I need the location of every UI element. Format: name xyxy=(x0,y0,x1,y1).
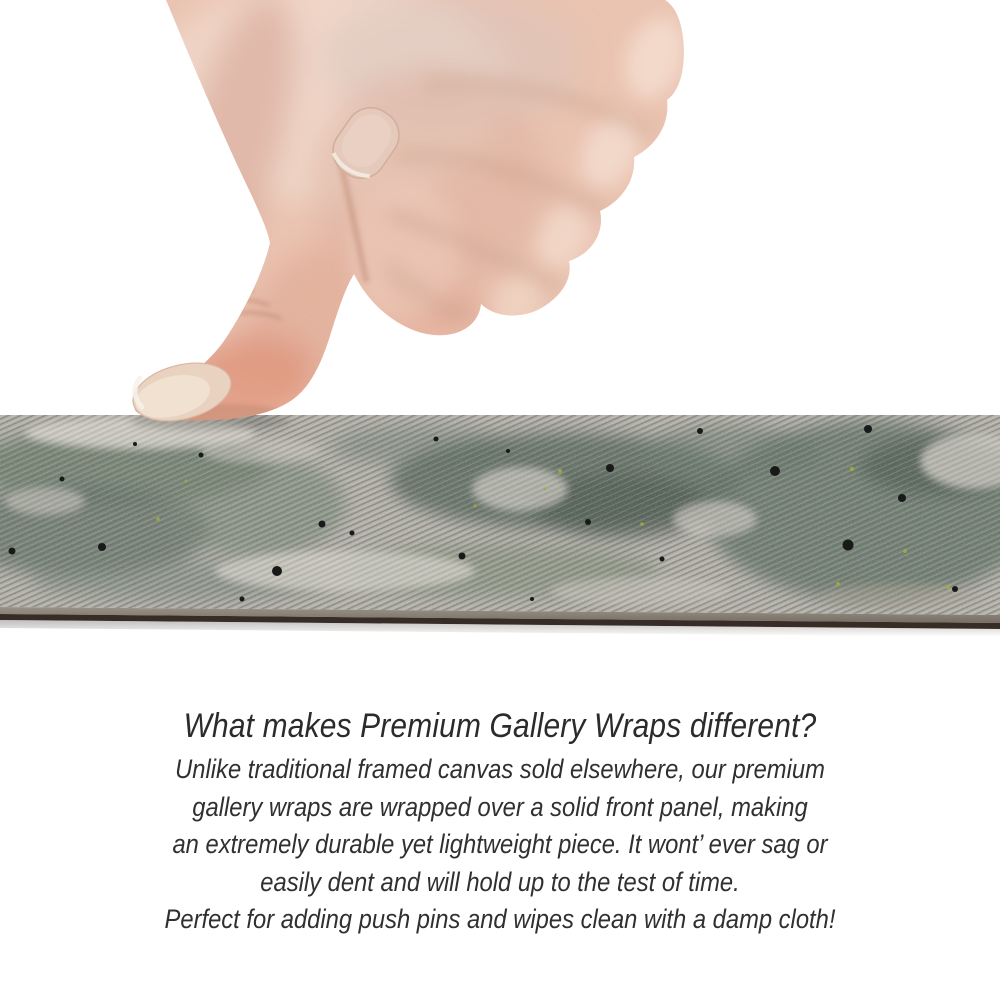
body-line-3: an extremely durable yet lightweight piece. It wont’ ever sag or xyxy=(172,829,828,859)
body-line-4: easily dent and will hold up to the test of time. xyxy=(260,866,740,897)
body-line-2: gallery wraps are wrapped over a solid front panel, making xyxy=(192,791,808,822)
body-line-5: Perfect for adding push pins and wipes clean with a damp cloth! xyxy=(164,904,836,934)
info-text-block xyxy=(60,704,940,939)
heading: What makes Premium Gallery Wraps different? xyxy=(183,707,817,745)
hand-photo xyxy=(0,0,1000,432)
canvas-edge-photo xyxy=(0,411,1000,641)
canvas-texture xyxy=(0,411,1000,621)
body-line-1: Unlike traditional framed canvas sold elsewhere, our premium xyxy=(175,754,825,784)
